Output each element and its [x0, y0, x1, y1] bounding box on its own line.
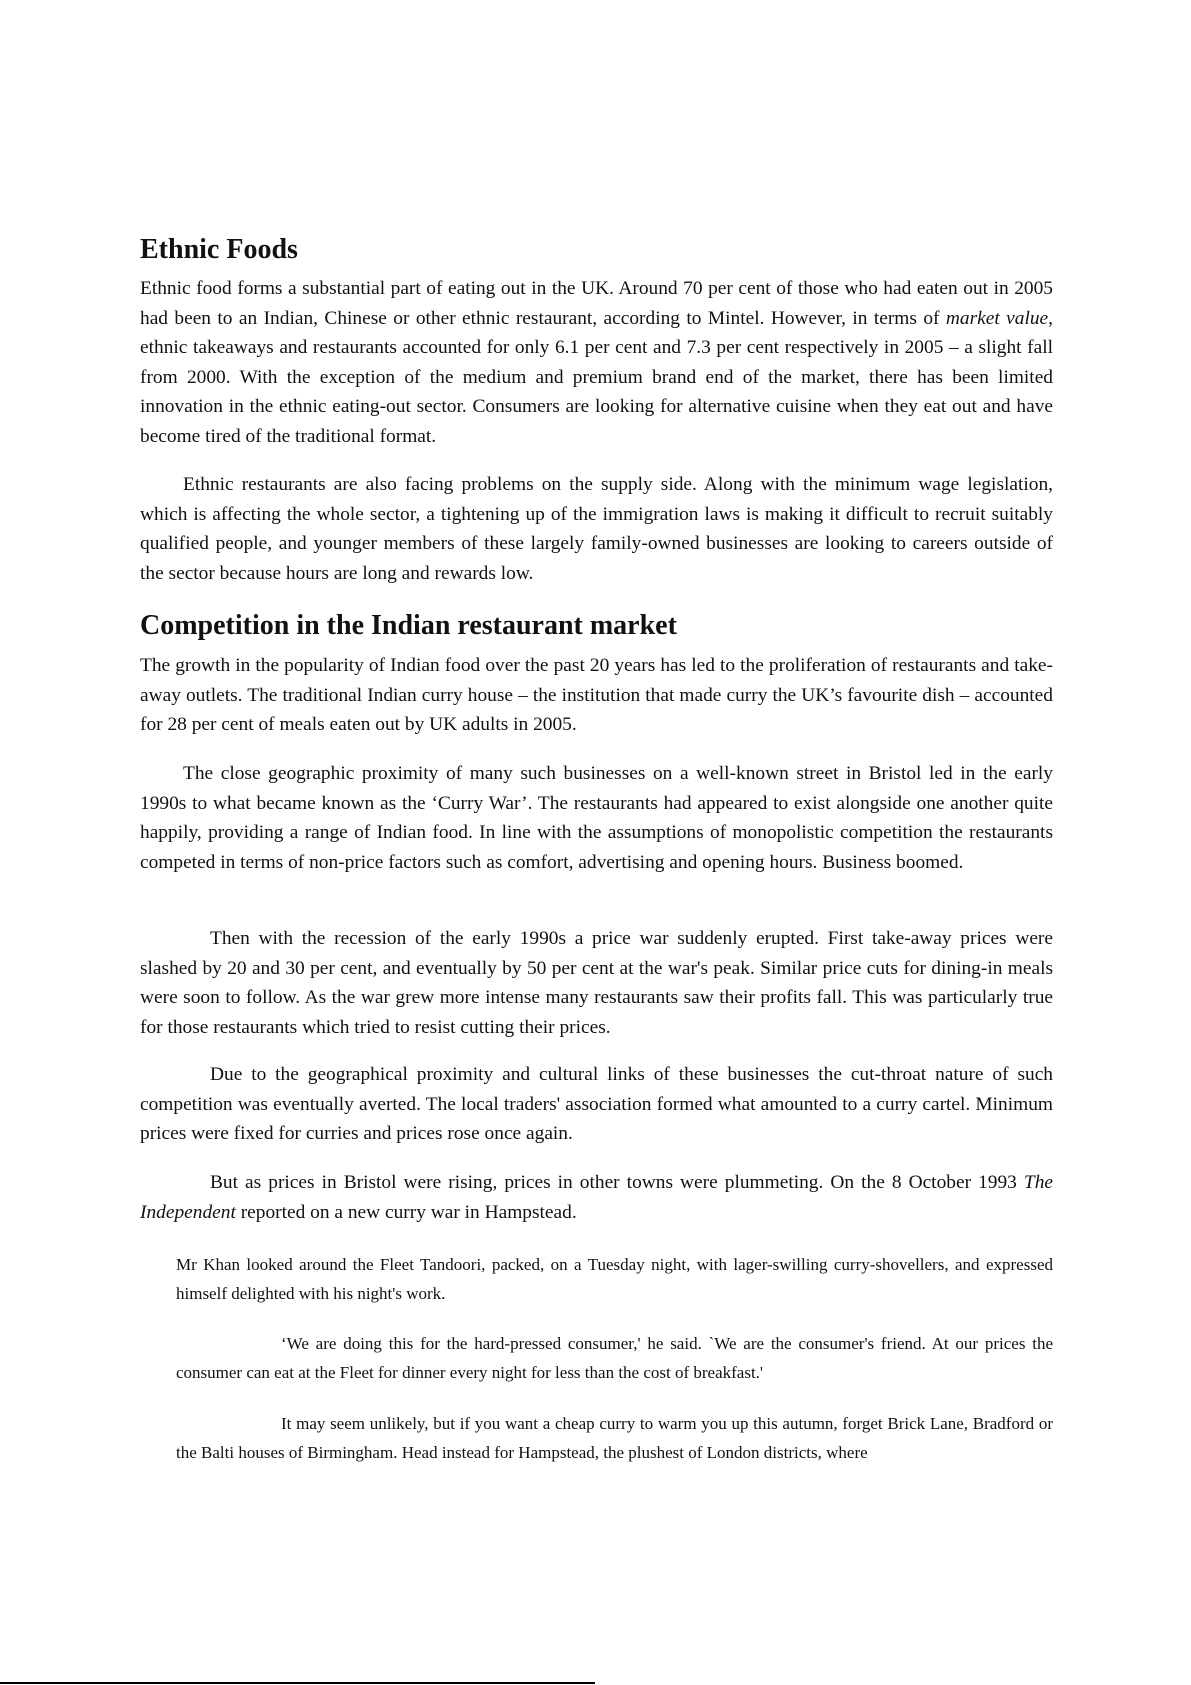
paragraph-text: But as prices in Bristol were rising, prices in other towns were plummeting. On the 8 October 1993 — [210, 1172, 1024, 1193]
block-quote: Mr Khan looked around the Fleet Tandoori, packed, on a Tuesday night, with lager-swilling curry-shovellers, and expressed himself delighted with his night's work. — [176, 1255, 1053, 1303]
block-quote: ‘We are doing this for the hard-pressed consumer,' he said. `We are the consumer's friend. At our prices the consumer can eat at the Fleet for dinner every night for less than the cost of breakfast.' — [176, 1334, 1053, 1382]
paragraph: Ethnic restaurants are also facing problems on the supply side. Along with the minimum wage legislation, which is affecting the whole sector, a tightening up of the immigration laws is making it difficult to recruit suitably qualified people, and younger members of these largely family-owned businesses are looking to careers outside of the sector because hours are long and rewards low. — [140, 474, 1053, 584]
paragraph: Due to the geographical proximity and cultural links of these businesses the cut-throat nature of such competition was eventually averted. The local traders' association formed what amounted to a curry cartel. Minimum prices were fixed for curries and prices rose once again. — [140, 1064, 1053, 1145]
paragraph: Then with the recession of the early 1990s a price war suddenly erupted. First take-away prices were slashed by 20 and 30 per cent, and eventually by 50 per cent at the war's peak. Similar price cuts for dining-in meals were soon to follow. As the war grew more intense many restaurants saw their profits fall. This was particularly true for those restaurants which tried to resist cutting their prices. — [140, 928, 1053, 1038]
block-quote: It may seem unlikely, but if you want a cheap curry to warm you up this autumn, forget Brick Lane, Bradford or the Balti houses of Birmingham. Head instead for Hampstead, the plushest of London districts, where — [176, 1414, 1053, 1462]
paragraph-text: , ethnic takeaways and restaurants accounted for only 6.1 per cent and 7.3 per cent respectively in 2005 – a slight fall from 2000. With the exception of the medium and premium brand end of the market, there has been limited innovation in the ethnic eating-out sector. Consumers are looking for alternative cuisine when they eat out and have become tired of the traditional format. — [140, 307, 1054, 447]
section-heading-ethnic-foods: Ethnic Foods — [140, 234, 298, 265]
paragraph — [140, 1168, 1053, 1227]
paragraph: The close geographic proximity of many such businesses on a well-known street in Bristol led in the early 1990s to what became known as the ‘Curry War’. The restaurants had appeared to exist alongside one another quite happily, providing a range of Indian food. In line with the assumptions of monopolistic competition the restaurants competed in terms of non-price factors such as comfort, advertising and opening hours. Business boomed. — [140, 763, 1053, 873]
paragraph: The growth in the popularity of Indian food over the past 20 years has led to the proliferation of restaurants and take-away outlets. The traditional Indian curry house – the institution that made curry the UK’s favourite dish – accounted for 28 per cent of meals eaten out by UK adults in 2005. — [140, 655, 1053, 736]
emphasis-text: market value — [945, 307, 1049, 329]
paragraph-text: Ethnic food forms a substantial part of eating out in the UK. Around 70 per cent of those who had eaten out in 2005 had been to an Indian, Chinese or other ethnic restaurant, according to Mintel. However, in terms of — [140, 278, 1053, 329]
paragraph-text: reported on a new curry war in Hampstead. — [235, 1201, 577, 1223]
paragraph — [140, 274, 1053, 452]
publication-title: The Independent — [140, 1172, 1053, 1223]
section-heading-competition: Competition in the Indian restaurant market — [140, 610, 677, 641]
footer-rule — [0, 1682, 595, 1684]
